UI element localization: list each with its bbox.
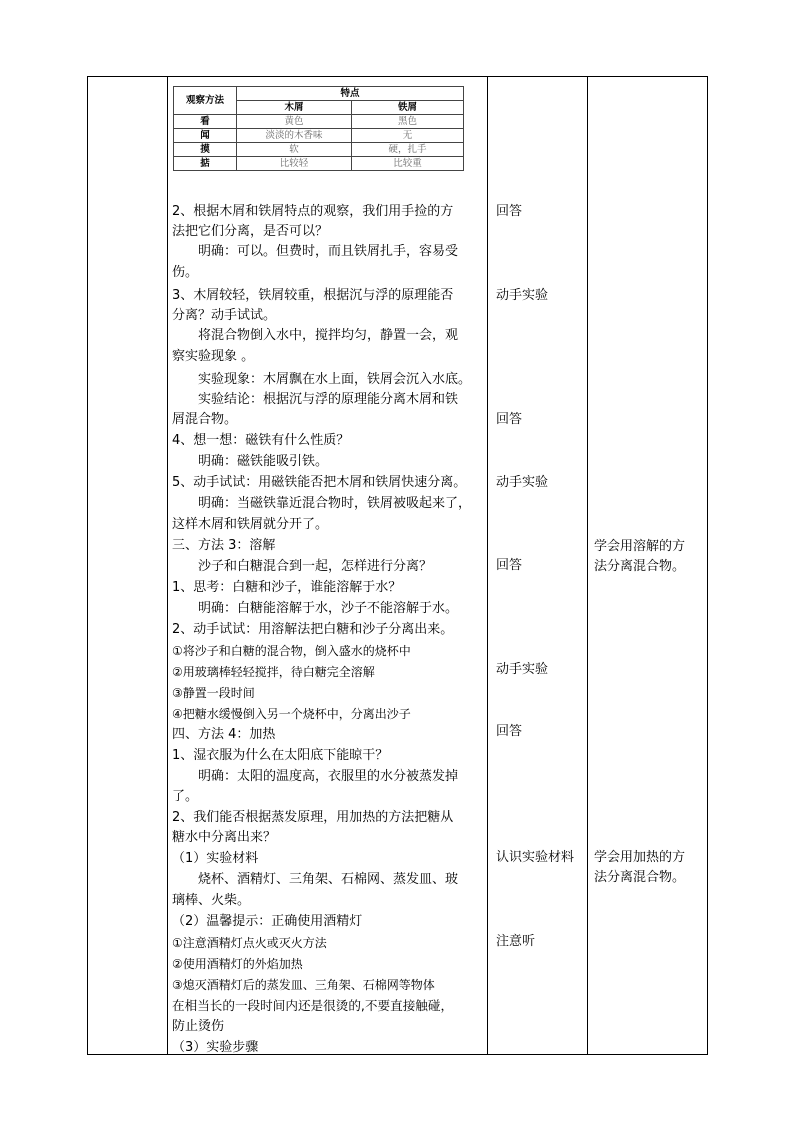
table-row — [174, 157, 464, 171]
wood-column-header: 木屑 — [237, 101, 352, 115]
iron-cell: 无 — [352, 129, 464, 143]
wood-cell: 软 — [237, 143, 352, 157]
goal-line: 学会用溶解的方 — [594, 539, 686, 554]
student-activity: 认识实验材料 — [496, 850, 575, 865]
goal-line: 法分离混合物。 — [594, 870, 686, 885]
student-activity: 动手实验 — [496, 475, 549, 490]
iron-column-header: 铁屑 — [352, 101, 464, 115]
wood-cell: 比较轻 — [237, 157, 352, 171]
content-line: 明确：可以。但费时，而且铁屑扎手，容易受 — [172, 244, 459, 259]
column-divider-3 — [587, 76, 588, 1055]
content-line: 烧杯、酒精灯、三角架、石棉网、蒸发皿、玻 — [172, 872, 459, 887]
content-line: ①将沙子和白糖的混合物，倒入盛水的烧杯中 — [172, 644, 411, 658]
observation-method-header: 观察方法 — [174, 87, 237, 115]
student-activity: 回答 — [496, 412, 523, 427]
content-line: ③熄灭酒精灯后的蒸发皿、三角架、石棉网等物体 — [172, 978, 435, 992]
table-row — [174, 143, 464, 157]
content-line: 这样木屑和铁屑就分开了。 — [172, 517, 329, 532]
content-line: （2）温馨提示：正确使用酒精灯 — [172, 914, 363, 929]
wood-cell: 黄色 — [237, 115, 352, 129]
content-line: 2、根据木屑和铁屑特点的观察，我们用手捡的方 — [172, 204, 454, 219]
method-cell: 闻 — [174, 129, 237, 143]
content-line: 明确：当磁铁靠近混合物时，铁屑被吸起来了， — [172, 496, 472, 511]
content-line: 三、方法 3：溶解 — [172, 538, 276, 553]
student-activity: 回答 — [496, 204, 523, 219]
content-line: 明确：太阳的温度高，衣服里的水分被蒸发掉 — [172, 769, 459, 784]
content-line: ②用玻璃棒轻轻搅拌，待白糖完全溶解 — [172, 665, 375, 679]
content-line: 分离？动手试试。 — [172, 308, 277, 323]
content-line: 实验结论：根据沉与浮的原理能分离木屑和铁 — [172, 392, 459, 407]
iron-cell: 黑色 — [352, 115, 464, 129]
content-line: 4、想一想：磁铁有什么性质？ — [172, 433, 350, 448]
content-line: （3）实验步骤 — [172, 1040, 259, 1055]
content-line: 将混合物倒入水中，搅拌均匀，静置一会，观 — [172, 328, 459, 343]
content-line: 2、动手试试：用溶解法把白糖和沙子分离出来。 — [172, 622, 454, 637]
content-line: 明确：磁铁能吸引铁。 — [172, 454, 329, 469]
observation-table — [173, 86, 464, 171]
content-line: 1、湿衣服为什么在太阳底下能晾干？ — [172, 748, 389, 763]
content-line: 璃棒、火柴。 — [172, 893, 251, 908]
goal-line: 法分离混合物。 — [594, 559, 686, 574]
content-line: 在相当长的一段时间内还是很烫的,不要直接触碰， — [172, 998, 454, 1013]
method-cell: 摸 — [174, 143, 237, 157]
goal-line: 学会用加热的方 — [594, 850, 686, 865]
content-line: 察实验现象 。 — [172, 349, 255, 364]
content-line: ①注意酒精灯点火或灭火方法 — [172, 936, 327, 950]
column-divider-2 — [487, 76, 488, 1055]
content-line: 法把它们分离，是否可以？ — [172, 224, 329, 239]
iron-cell: 比较重 — [352, 157, 464, 171]
method-cell: 掂 — [174, 157, 237, 171]
content-line: ④把糖水缓慢倒入另一个烧杯中，分离出沙子 — [172, 707, 411, 721]
content-line: 3、木屑较轻，铁屑较重，根据沉与浮的原理能否 — [172, 288, 454, 303]
content-line: 屑混合物。 — [172, 412, 238, 427]
content-line: 实验现象：木屑飘在水上面，铁屑会沉入水底。 — [172, 372, 472, 387]
content-line: 沙子和白糖混合到一起，怎样进行分离？ — [172, 559, 433, 574]
content-line: 伤。 — [172, 265, 199, 280]
content-line: 四、方法 4：加热 — [172, 727, 276, 742]
iron-cell: 硬，扎手 — [352, 143, 464, 157]
student-activity: 动手实验 — [496, 662, 549, 677]
content-line: 明确：白糖能溶解于水，沙子不能溶解于水。 — [172, 601, 459, 616]
content-line: ②使用酒精灯的外焰加热 — [172, 957, 303, 971]
student-activity: 回答 — [496, 558, 523, 573]
content-line: 2、我们能否根据蒸发原理，用加热的方法把糖从 — [172, 810, 454, 825]
content-line: （1）实验材料 — [172, 851, 259, 866]
content-line: 5、动手试试：用磁铁能否把木屑和铁屑快速分离。 — [172, 475, 467, 490]
content-line: 了。 — [172, 789, 199, 804]
content-line: ③静置一段时间 — [172, 686, 255, 700]
content-line: 防止烫伤 — [172, 1019, 225, 1034]
student-activity: 动手实验 — [496, 288, 549, 303]
column-divider-1 — [167, 76, 168, 1055]
features-header: 特点 — [237, 87, 464, 101]
student-activity: 回答 — [496, 724, 523, 739]
wood-cell: 淡淡的木香味 — [237, 129, 352, 143]
table-row — [174, 129, 464, 143]
content-line: 1、思考：白糖和沙子，谁能溶解于水？ — [172, 580, 402, 595]
method-cell: 看 — [174, 115, 237, 129]
student-activity: 注意听 — [496, 934, 536, 949]
table-row — [174, 115, 464, 129]
content-line: 糖水中分离出来？ — [172, 830, 277, 845]
